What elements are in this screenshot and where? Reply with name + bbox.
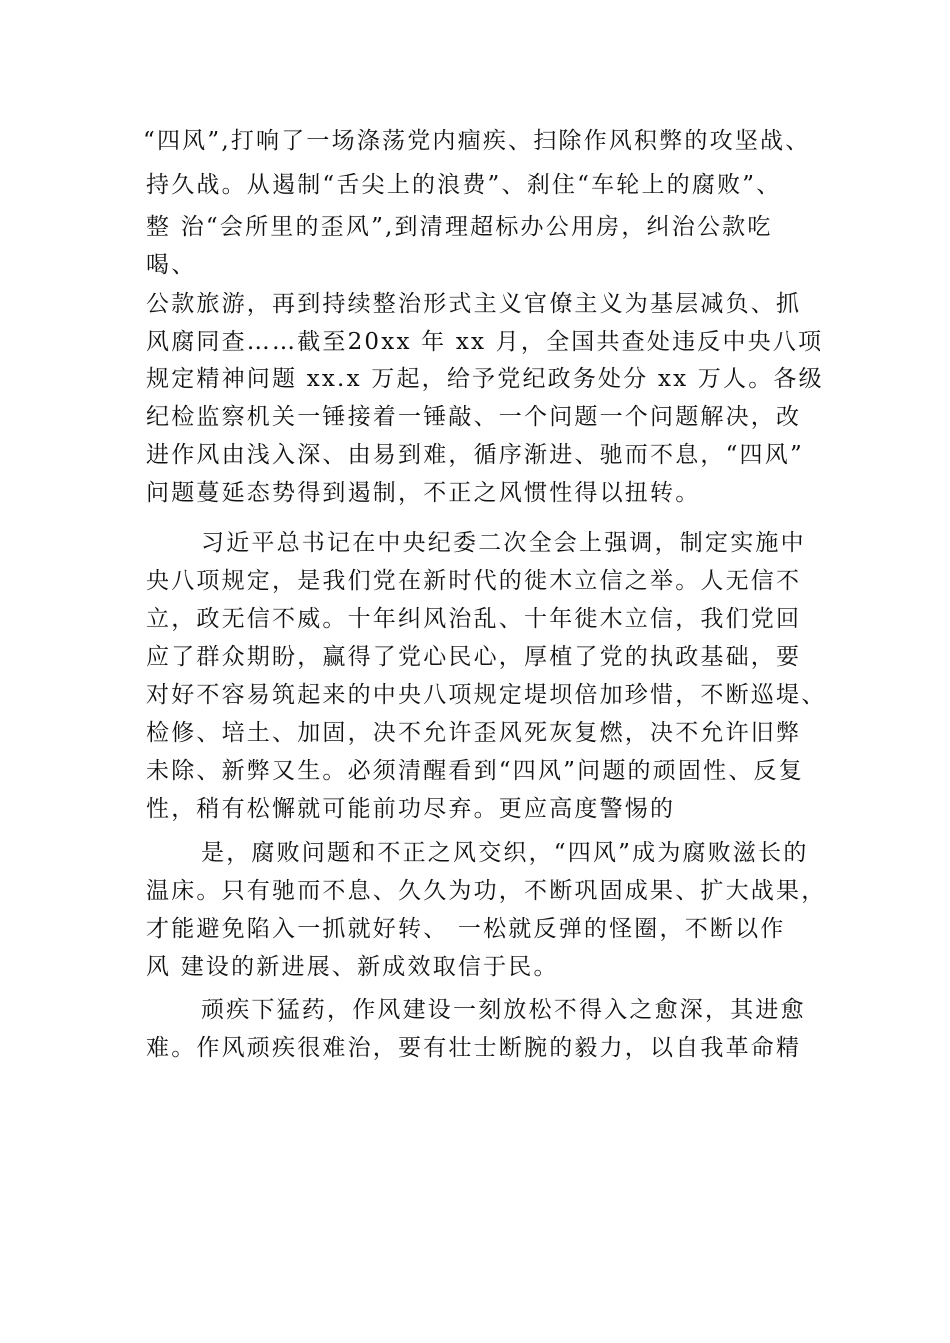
text-line-12: 央八项规定，是我们党在新时代的徙木立信之举。人无信不 xyxy=(146,568,802,594)
text-line-8: 纪检监察机关一锤接着一锤敲、一个问题一个问题解决，改 xyxy=(146,404,802,430)
text-line-7: 规定精神问题 xx.x 万起，给予党纪政务处分 xx 万人。各级 xyxy=(146,366,824,392)
text-line-20: 温床。只有驰而不息、久久为功，不断巩固成果、扩大战果， xyxy=(146,878,827,904)
text-line-14: 应了群众期盼，赢得了党心民心，厚植了党的执政基础，要 xyxy=(146,644,802,670)
text-line-22: 风 建设的新进展、新成效取信于民。 xyxy=(146,954,559,980)
text-line-4: 喝、 xyxy=(146,252,197,278)
text-line-21: 才能避免陷入一抓就好转、 一松就反弹的怪圈，不断以作 xyxy=(146,916,786,942)
text-line-15: 对好不容易筑起来的中央八项规定堤坝倍加珍惜，不断巡堤、 xyxy=(146,682,827,708)
text-line-17: 未除、新弊又生。必须清醒看到“四风”问题的顽固性、反复 xyxy=(146,758,804,784)
text-line-10: 问题蔓延态势得到遏制，不正之风惯性得以扭转。 xyxy=(146,480,701,506)
text-line-6: 风腐同查……截至20xx 年 xx 月，全国共查处违反中央八项 xyxy=(146,329,824,355)
text-line-5: 公款旅游，再到持续整治形式主义官僚主义为基层减负、抓 xyxy=(146,291,802,317)
text-line-3: 整 治“会所里的歪风”,到清理超标办公用房，纠治公款吃 xyxy=(146,214,773,240)
text-line-11: 习近平总书记在中央纪委二次全会上强调，制定实施中 xyxy=(201,530,806,556)
text-line-2: 持久战。从遏制“舌尖上的浪费”、刹住“车轮上的腐败”、 xyxy=(146,172,782,198)
text-line-23: 顽疾下猛药，作风建设一刻放松不得入之愈深，其进愈 xyxy=(201,997,806,1023)
text-line-13: 立，政无信不威。十年纠风治乱、十年徙木立信，我们党回 xyxy=(146,606,802,632)
text-line-16: 检修、培土、加固，决不允许歪风死灰复燃，决不允许旧弊 xyxy=(146,720,802,746)
text-line-24: 难。作风顽疾很难治，要有壮士断腕的毅力，以自我革命精 xyxy=(146,1035,802,1061)
text-line-19: 是，腐败问题和不正之风交织，“四风”成为腐败滋长的 xyxy=(201,840,809,866)
text-line-1: “四风”,打响了一场涤荡党内痼疾、扫除作风积弊的攻坚战、 xyxy=(143,128,811,154)
text-line-18: 性，稍有松懈就可能前功尽弃。更应高度警惕的 xyxy=(146,796,676,822)
text-line-9: 进作风由浅入深、由易到难，循序渐进、驰而不息，“四风” xyxy=(146,442,804,468)
